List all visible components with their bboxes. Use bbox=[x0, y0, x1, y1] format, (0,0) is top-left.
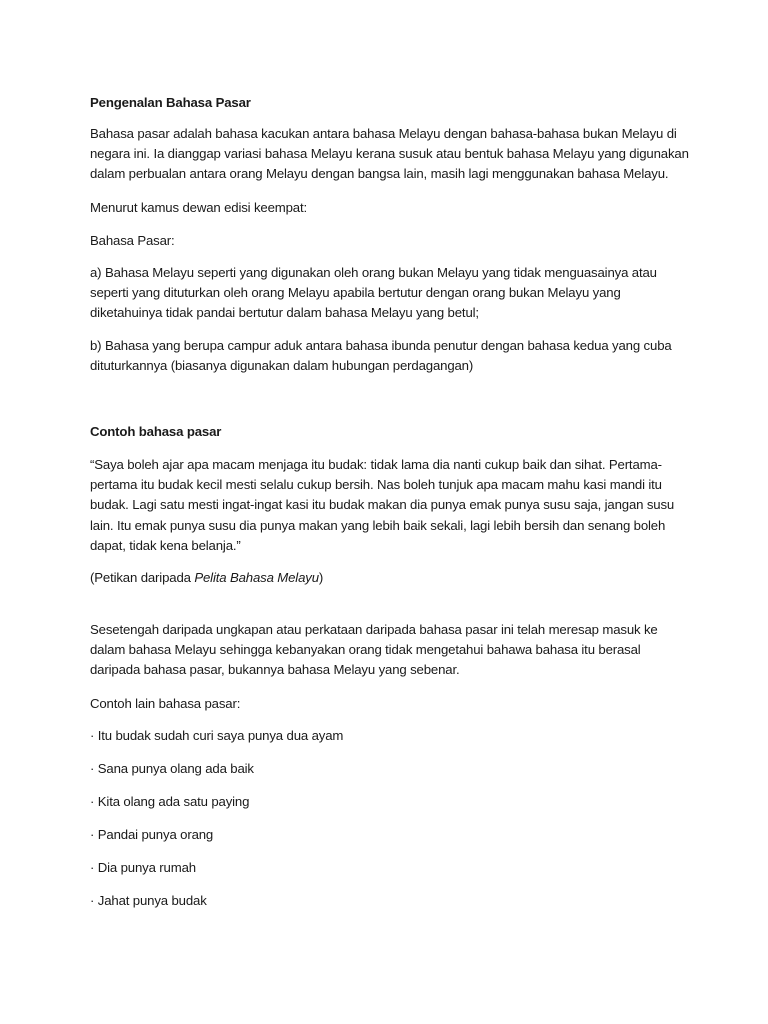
intro-paragraph: Bahasa pasar adalah bahasa kacukan antara bahasa Melayu dengan bahasa-bahasa bukan Melayu di negara ini. Ia dianggap variasi bahasa Melayu kerana susuk atau bentuk bahasa Melayu yang digunakan dalam perbualan antara orang Melayu dengan bangsa lain, masih lagi menggunakan bahasa Melayu. bbox=[90, 126, 689, 182]
example-quote: “Saya boleh ajar apa macam menjaga itu budak: tidak lama dia nanti cukup baik dan sihat. Pertama-pertama itu budak kecil mesti selalu cukup bersih. Nas boleh tunjuk apa macam mahu kasi mandi itu budak. Lagi satu mesti ingat-ingat kasi itu budak makan dia punya emak punya susu saja, jangan susu lain. Itu emak punya susu dia punya makan yang lebih baik sekali, lagi lebih bersih dan senang boleh dapat, tidak kena belanja.” bbox=[90, 457, 675, 553]
closing-paragraph: Sesetengah daripada ungkapan atau perkataan daripada bahasa pasar ini telah meresap masuk ke dalam bahasa Melayu sehingga kebanyakan orang tidak mengetahui bahawa bahasa itu berasal daripada bahasa pasar, bukannya bahasa Melayu yang sebenar. bbox=[90, 622, 658, 678]
list-item: · Sana punya olang ada baik bbox=[90, 759, 690, 779]
list-item: · Pandai punya orang bbox=[90, 825, 690, 845]
citation-suffix: ) bbox=[318, 570, 324, 585]
list-item: · Kita olang ada satu paying bbox=[90, 792, 690, 812]
list-item: · Itu budak sudah curi saya punya dua ayam bbox=[90, 726, 690, 746]
list-item: · Jahat punya budak bbox=[90, 891, 690, 911]
citation-source: Pelita Bahasa Melayu bbox=[194, 570, 319, 585]
kamus-intro: Menurut kamus dewan edisi keempat: bbox=[90, 200, 308, 215]
definition-a: a) Bahasa Melayu seperti yang digunakan oleh orang bukan Melayu yang tidak menguasainya atau seperti yang dituturkan oleh orang Melayu apabila bertutur dengan orang bukan Melayu yang diketahuinya tidak pandai bertutur dalam bahasa Melayu yang betul; bbox=[90, 265, 657, 321]
definition-b: b) Bahasa yang berupa campur aduk antara bahasa ibunda penutur dengan bahasa kedua yang cuba dituturkannya (biasanya digunakan dalam hubungan perdagangan) bbox=[90, 338, 672, 374]
citation-prefix: (Petikan daripada bbox=[90, 570, 195, 585]
intro-heading: Pengenalan Bahasa Pasar bbox=[90, 95, 251, 110]
citation bbox=[90, 568, 690, 588]
list-item: · Dia punya rumah bbox=[90, 858, 690, 878]
term-label: Bahasa Pasar: bbox=[90, 233, 175, 248]
list-intro: Contoh lain bahasa pasar: bbox=[90, 696, 241, 711]
example-heading: Contoh bahasa pasar bbox=[90, 424, 222, 439]
